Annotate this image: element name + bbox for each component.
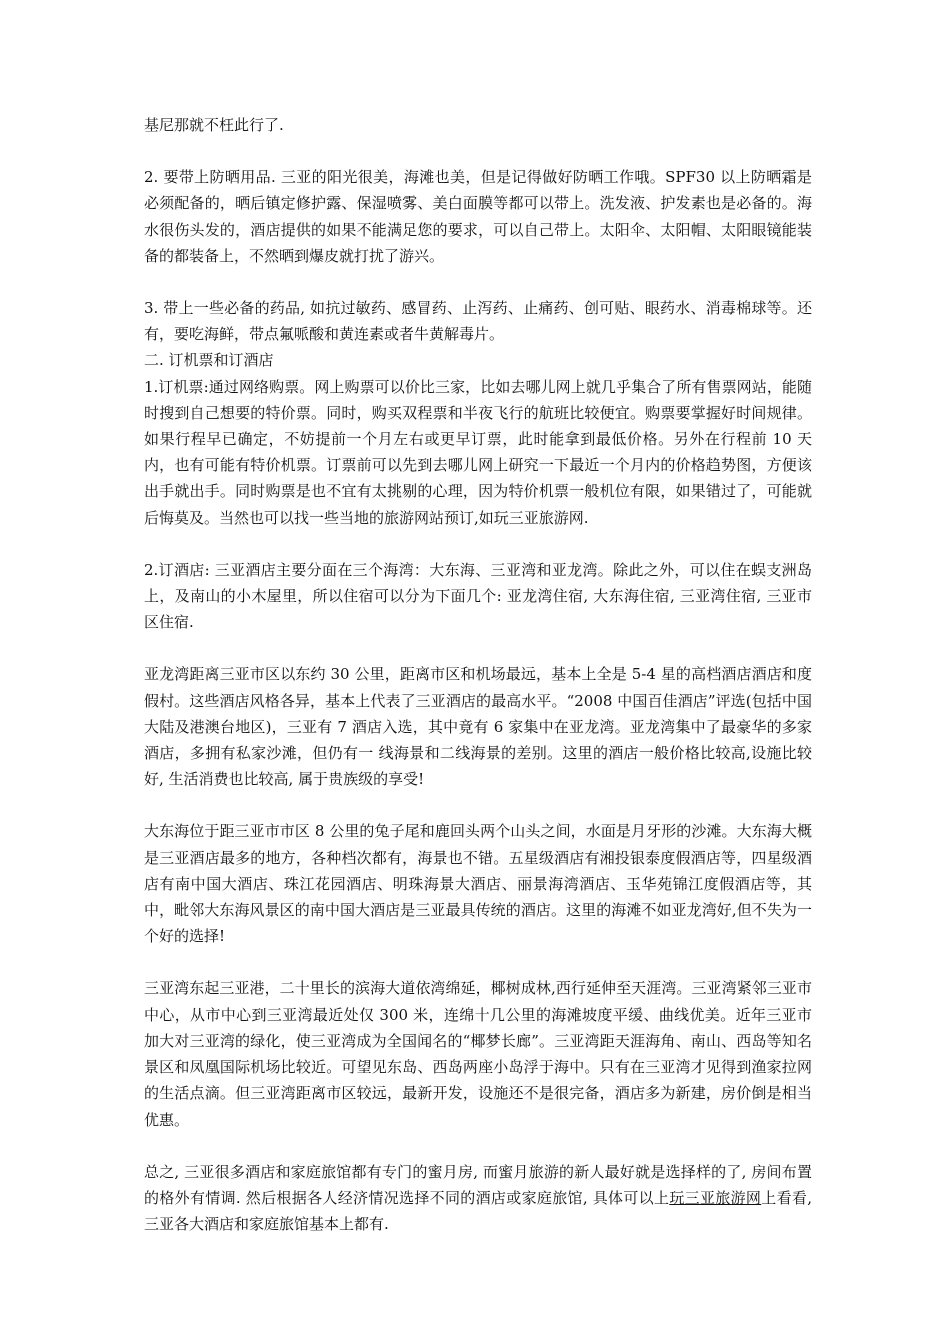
summary-paragraph [144,1159,812,1238]
medicine-paragraph: 3. 带上一些必备的药品, 如抗过敏药、感冒药、止泻药、止痛药、创可贴、眼药水、消毒棉球等。还有，要吃海鲜，带点氟哌酸和黄连素或者牛黄解毒片。 [144,299,812,344]
document-body [144,112,812,1237]
paragraph-gap [144,949,812,975]
intro-paragraph: 基尼那就不枉此行了. [144,116,284,134]
summary-text-after: 上看看,三亚各大酒店和家庭旅馆基本上都有. [144,1188,812,1234]
summary-text-before: 总之, 三亚很多酒店和家庭旅馆都有专门的蜜月房, 而蜜月旅游的新人最好就是选择样的了, 房间布置的格外有情调. 然后根据各人经济情况选择不同的酒店或家庭旅馆, 具体可以上 [144,1162,812,1207]
sanya-bay-paragraph: 三亚湾东起三亚港，二十里长的滨海大道依湾绵延，椰树成林,西行延伸至天涯湾。三亚湾紧邻三亚市中心，从市中心到三亚湾最近处仅 300 米，连绵十几公里的海滩坡度平缓、曲线优美。近年三亚市加大对三亚湾的绿化，使三亚湾成为全国闻名的“椰梦长廊”。三亚湾距天涯海角、南山、西岛等知名景区和凤凰国际机场比较近。可望见东岛、西岛两座小岛浮于海中。只有在三亚湾才见得到渔家拉网的生活点滴。但三亚湾距离市区较远，最新开发，设施还不是很完备，酒店多为新建，房价倒是相当优惠。 [144,979,812,1129]
paragraph-gap [144,635,812,661]
dadonghai-paragraph: 大东海位于距三亚市市区 8 公里的兔子尾和鹿回头两个山头之间，水面是月牙形的沙滩。大东海大概是三亚酒店最多的地方，各种档次都有，海景也不错。五星级酒店有湘投银泰度假酒店等，四星级酒店有南中国大酒店、珠江花园酒店、明珠海景大酒店、丽景海湾酒店、玉华苑锦江度假酒店等，其中，毗邻大东海风景区的南中国大酒店是三亚最具传统的酒店。这里的海滩不如亚龙湾好,但不失为一个好的选择! [144,822,812,946]
booking-heading: 二. 订机票和订酒店 [144,351,274,370]
hotels-paragraph: 2.订酒店: 三亚酒店主要分面在三个海湾：大东海、三亚湾和亚龙湾。除此之外，可以住在蜈支洲岛上，及南山的小木屋里，所以住宿可以分为下面几个: 亚龙湾住宿, 大东海住宿, 三亚湾住宿, 三亚市区住宿. [144,560,812,632]
paragraph-gap [144,1133,812,1159]
sunscreen-paragraph: 2. 要带上防晒用品. 三亚的阳光很美，海滩也美，但是记得做好防晒工作哦。SPF30 以上防晒霜是必须配备的，晒后镇定修护露、保湿喷雾、美白面膜等都可以带上。洗发液、护发素也是必备的。海水很伤头发的，酒店提供的如果不能满足您的要求，可以自己带上。太阳伞、太阳帽、太阳眼镜能装备的都装备上，不然晒到爆皮就打扰了游兴。 [144,168,812,265]
paragraph-gap [144,269,812,295]
paragraph-gap [144,138,812,164]
tickets-paragraph: 1.订机票:通过网络购票。网上购票可以价比三家，比如去哪儿网上就几乎集合了所有售票网站，能随时搜到自己想要的特价票。同时，购买双程票和半夜飞行的航班比较便宜。购票要掌握好时间规律。如果行程早已确定，不妨提前一个月左右或更早订票，此时能拿到最低价格。另外在行程前 10 天内，也有可能有特价机票。订票前可以先到去哪儿网上研究一下最近一个月内的价格趋势图，方便该出手就出手。同时购票是也不宜有太挑剔的心理，因为特价机票一般机位有限，如果错过了，可能就后悔莫及。当然也可以找一些当地的旅游网站预订,如玩三亚旅游网. [144,377,812,527]
travel-site-link[interactable]: 玩三亚旅游网 [669,1188,762,1207]
yalong-bay-paragraph: 亚龙湾距离三亚市区以东约 30 公里，距离市区和机场最远，基本上全是 5-4 星的高档酒店酒店和度假村。这些酒店风格各异，基本上代表了三亚酒店的最高水平。“2008 中国百佳酒店”评选(包括中国大陆及港澳台地区)，三亚有 7 酒店入选，其中竟有 6 家集中在亚龙湾。亚龙湾集中了最豪华的多家酒店，多拥有私家沙滩，但仍有一 线海景和二线海景的差别。这里的酒店一般价格比较高,设施比较好, 生活消费也比较高, 属于贵族级的享受! [144,665,812,789]
paragraph-gap [144,531,812,557]
paragraph-gap [144,792,812,818]
